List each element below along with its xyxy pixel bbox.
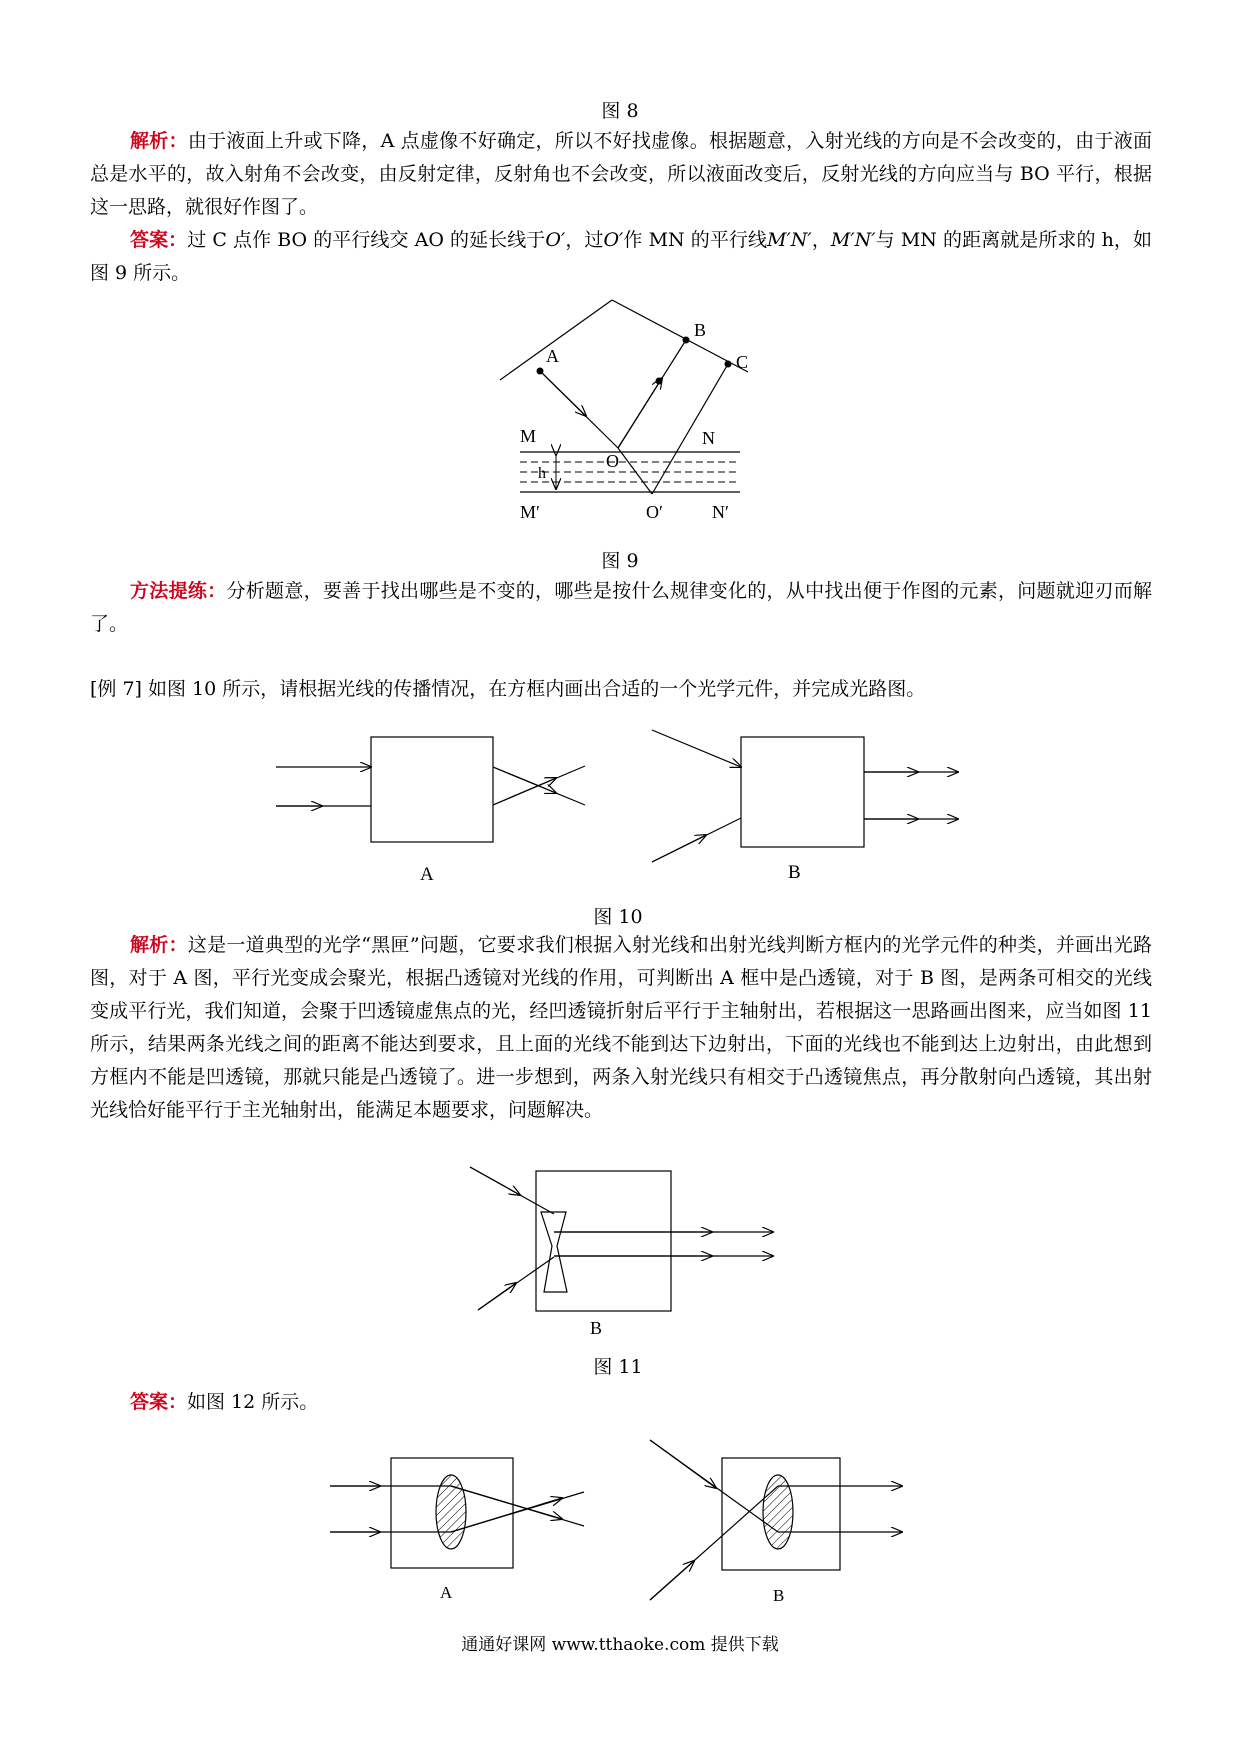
point-a xyxy=(537,368,544,375)
label-fig12-a: A xyxy=(440,1583,453,1602)
ray-co xyxy=(652,364,728,494)
label-a: A xyxy=(546,346,559,366)
analysis-label: 解析： xyxy=(130,130,188,152)
answer-label: 答案： xyxy=(130,229,188,251)
analysis-paragraph-1 xyxy=(90,125,1152,224)
label-o: O xyxy=(606,451,619,471)
answer-text-part: ，过 xyxy=(565,229,604,251)
label-o-prime: O′ xyxy=(646,502,663,522)
figure-11-caption: 图 11 xyxy=(593,1356,643,1378)
math-o-prime: O′ xyxy=(545,229,566,251)
label-c: C xyxy=(736,352,749,372)
figure-11-diagram xyxy=(460,1160,790,1350)
example-7-question: [例 7] 如图 10 所示，请根据光线的传播情况，在方框内画出合适的一个光学元件，并完成光路图。 xyxy=(90,678,926,700)
method-paragraph xyxy=(90,575,1152,641)
point-c xyxy=(725,361,732,368)
answer-text-part: ， xyxy=(811,229,831,251)
label-m: M xyxy=(520,426,537,446)
answer-text: 如图 12 所示。 xyxy=(187,1391,319,1413)
answer-paragraph-2 xyxy=(90,1386,1152,1419)
answer-paragraph-1 xyxy=(90,224,1152,290)
answer-label: 答案： xyxy=(130,1391,188,1413)
label-fig11-b: B xyxy=(590,1318,603,1338)
answer-text-part: 作 MN 的平行线 xyxy=(623,229,768,251)
math-mn-prime: M′N′ xyxy=(767,229,812,251)
analysis-label: 解析： xyxy=(130,934,188,956)
box-a xyxy=(371,737,493,842)
analysis-paragraph-2 xyxy=(90,929,1152,1127)
extended-ray-ao xyxy=(618,448,652,494)
label-m-prime: M′ xyxy=(520,502,540,522)
box-b xyxy=(741,737,864,847)
analysis-text: 由于液面上升或下降，A 点虚像不好确定，所以不好找虚像。根据题意，入射光线的方向是不会改变的，由于液面总是水平的，故入射角不会改变，由反射定律，反射角也不会改变，所以液面改变后，反射光线的方向应当与 BO 平行，根据这一思路，就很好作图了。 xyxy=(90,130,1152,218)
label-n-prime: N′ xyxy=(712,502,729,522)
method-label: 方法提练： xyxy=(130,580,227,602)
page-footer: 通通好课网 www.tthaoke.com 提供下载 xyxy=(461,1635,779,1655)
figure-9-caption: 图 9 xyxy=(601,550,639,572)
box-b-incident-ray-1 xyxy=(652,730,741,767)
label-fig10-a: A xyxy=(420,864,434,885)
figure-10-caption: 图 10 xyxy=(593,906,643,928)
method-text: 分析题意，要善于找出哪些是不变的，哪些是按什么规律变化的，从中找出便于作图的元素，问题就迎刃而解了。 xyxy=(90,580,1152,635)
point-on-ob xyxy=(656,378,663,385)
math-mn-prime: M′N′ xyxy=(830,229,876,251)
box-b xyxy=(536,1171,671,1311)
answer-text-part: 与 MN 的距离就是所求的 h，如图 9 所示。 xyxy=(90,229,1152,284)
figure-12-diagram xyxy=(320,1430,920,1615)
answer-text-part: 过 C 点作 BO 的平行线交 AO 的延长线于 xyxy=(187,229,546,251)
label-fig10-b: B xyxy=(788,862,801,883)
figure-8-caption: 图 8 xyxy=(601,100,639,122)
label-fig12-b: B xyxy=(773,1586,785,1605)
figure-10-diagram xyxy=(270,725,970,895)
point-b xyxy=(683,337,690,344)
container-left-edge xyxy=(500,300,612,380)
figure-9-diagram xyxy=(490,290,750,530)
label-n: N xyxy=(702,428,715,448)
label-b: B xyxy=(694,320,707,340)
math-o-prime: O′ xyxy=(603,229,624,251)
concave-lens xyxy=(541,1212,567,1292)
analysis-text: 这是一道典型的光学“黑匣”问题，它要求我们根据入射光线和出射光线判断方框内的光学元件的种类，并画出光路图，对于 A 图，平行光变成会聚光，根据凸透镜对光线的作用，可判断出 A 框中是凸透镜，对于 B 图，是两条可相交的光线变成平行光，我们知道，会聚于凹透镜虚焦点的光，经凹透镜折射后平行于主轴射出，若根据这一思路画出图来，应当如图 11 所示，结果两条光线之间的距离不能达到要求，且上面的光线不能到达下边射出，下面的光线也不能到达上边射出，由此想到方框内不能是凹透镜，那就只能是凸透镜了。进一步想到，两条入射光线只有相交于凸透镜焦点，再分散射向凸透镜，其出射光线恰好能平行于主光轴射出，能满足本题要求，问题解决。 xyxy=(90,934,1152,1121)
label-h: h xyxy=(538,465,546,482)
